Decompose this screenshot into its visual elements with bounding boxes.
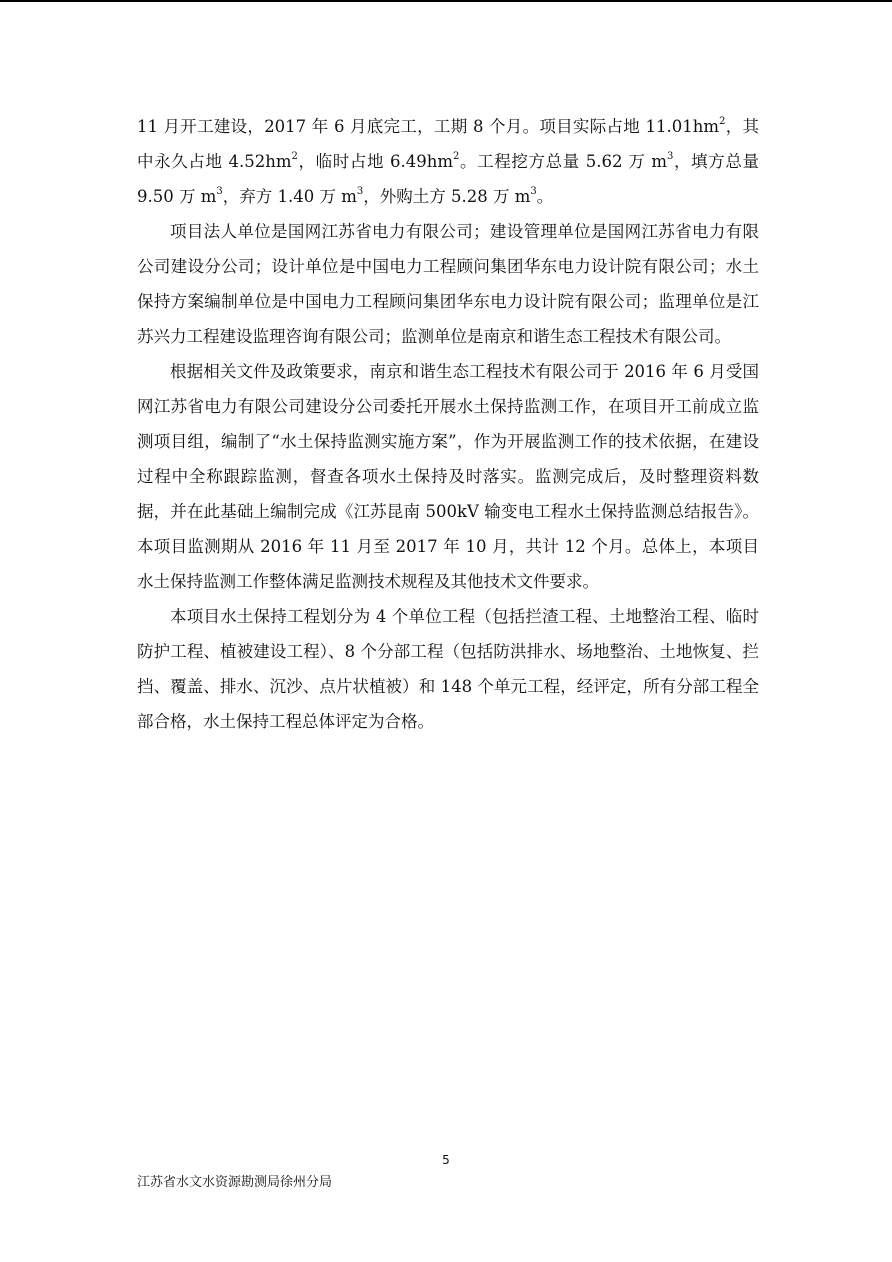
text-run: ，填方总量 9.50 万 m [137, 152, 759, 206]
superscript: 3 [530, 185, 537, 197]
superscript: 2 [291, 150, 298, 162]
top-border-line [0, 0, 892, 2]
text-run: 。 [536, 187, 554, 206]
superscript: 3 [216, 185, 223, 197]
paragraph-2 [137, 214, 759, 354]
paragraph-3 [137, 354, 759, 599]
text-run: 本项目水土保持工程划分为 4 个单位工程（包括拦渣工程、土地整治工程、临时防护工程、植被建设工程）、8 个分部工程（包括防洪排水、场地整治、土地恢复、拦挡、覆盖、排水、沉沙、点片状植被）和 148 个单元工程，经评定，所有分部工程全部合格，水土保持工程总体评定为合格。 [137, 607, 759, 731]
text-run: 。工程挖方总量 5.62 万 m [459, 152, 667, 171]
footer-organization: 江苏省水文水资源勘测局徐州分局 [137, 1175, 333, 1190]
text-run: 根据相关文件及政策要求，南京和谐生态工程技术有限公司于 2016 年 6 月受国网江苏省电力有限公司建设分公司委托开展水土保持监测工作，在项目开工前成立监测项目组，编制了“水土保持监测实施方案”，作为开展监测工作的技术依据，在建设过程中全称跟踪监测，督查各项水土保持及时落实。监测完成后，及时整理资料数据，并在此基础上编制完成《江苏昆南 500kV 输变电工程水土保持监测总结报告》。本项目监测期从 2016 年 11 月至 2017 年 10 月，共计 12 个月。总体上，本项目水土保持监测工作整体满足监测技术规程及其他技术文件要求。 [137, 362, 759, 591]
text-run: ，外购土方 5.28 万 m [363, 187, 531, 206]
superscript: 2 [719, 115, 726, 127]
text-run: ，临时占地 6.49hm [297, 152, 453, 171]
text-run: ，其中永久占地 4.52hm [137, 117, 759, 171]
text-run: 项目法人单位是国网江苏省电力有限公司；建设管理单位是国网江苏省电力有限公司建设分公司；设计单位是中国电力工程顾问集团华东电力设计院有限公司；水土保持方案编制单位是中国电力工程顾问集团华东电力设计院有限公司；监理单位是江苏兴力工程建设监理咨询有限公司；监测单位是南京和谐生态工程技术有限公司。 [137, 222, 759, 346]
page-number: 5 [442, 1153, 450, 1167]
document-body [137, 109, 759, 739]
paragraph-4 [137, 599, 759, 739]
superscript: 3 [356, 185, 364, 197]
text-run: ，弃方 1.40 万 m [222, 187, 357, 206]
text-run: 11 月开工建设，2017 年 6 月底完工，工期 8 个月。项目实际占地 11.01hm [137, 117, 720, 136]
paragraph-1 [137, 109, 759, 214]
superscript: 2 [453, 150, 460, 162]
superscript: 3 [666, 150, 674, 162]
